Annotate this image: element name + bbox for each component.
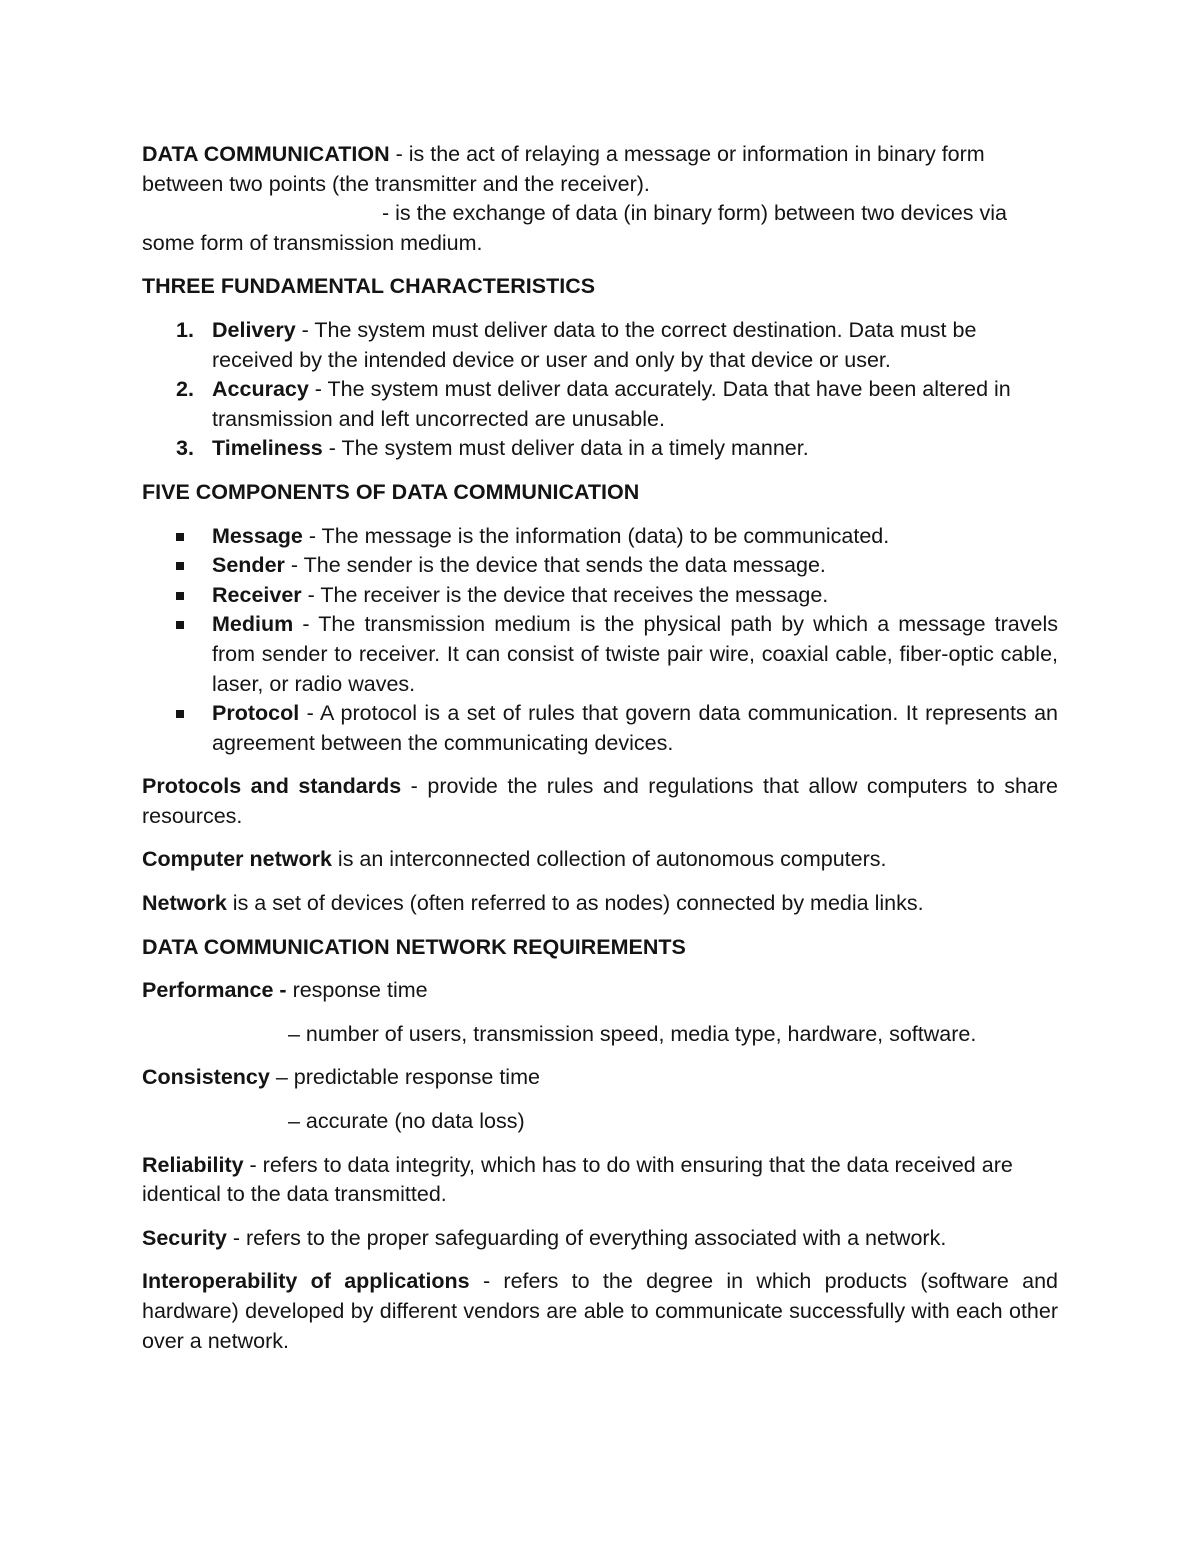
intro-def1: - is the act of relaying a message or information in binary form between two points (the transmitter and the receiver). (142, 142, 985, 196)
square-bullet-icon (176, 592, 184, 600)
performance-continuation: – number of users, transmission speed, media type, hardware, software. (288, 1021, 977, 1046)
list-item (142, 551, 1058, 581)
performance-requirement (142, 976, 1058, 1006)
item-term: Protocol (212, 701, 300, 726)
item-text: - The sender is the device that sends the data message. (284, 553, 826, 578)
list-item (142, 316, 1058, 375)
item-text: - The transmission medium is the physical path by which a message travels from sender to receiver. It can consist of twiste pair wire, coaxial cable, fiber-optic cable, laser, or radio waves. (212, 612, 1058, 696)
item-number: 3. (176, 436, 194, 461)
item-text: - The system must deliver data to the correct destination. Data must be received by the intended device or user and only by that device or user. (212, 317, 977, 372)
security-requirement (142, 1224, 1058, 1254)
item-term: Timeliness (212, 436, 323, 461)
list-item (142, 375, 1058, 434)
intro-def2-first: - is the exchange of data (in binary form) between two devices via (382, 201, 1008, 226)
item-text: - The system must deliver data in a timely manner. (322, 436, 809, 461)
requirement-term: Security (142, 1225, 227, 1250)
item-text: - The message is the information (data) to be communicated. (302, 523, 890, 548)
list-item (142, 699, 1058, 758)
item-text: - The system must deliver data accurately. Data that have been altered in transmission and left uncorrected are unusable. (212, 377, 1011, 431)
intro-line-1 (142, 140, 1058, 199)
requirements-heading: DATA COMMUNICATION NETWORK REQUIREMENTS (142, 934, 686, 959)
item-number: 2. (176, 377, 194, 402)
requirement-text: - refers to the proper safeguarding of everything associated with a network. (226, 1225, 947, 1250)
item-term: Message (212, 523, 303, 548)
definition-term: Network (142, 891, 227, 916)
definition-term: Protocols and standards (142, 774, 402, 799)
consistency-requirement (142, 1063, 1058, 1093)
characteristics-heading: THREE FUNDAMENTAL CHARACTERISTICS (142, 274, 596, 299)
intro-definition (142, 140, 1058, 258)
consistency-continuation: – accurate (no data loss) (288, 1109, 525, 1134)
definition-text: - provide the rules and regulations that allow computers to share resources. (142, 774, 1058, 828)
item-term: Accuracy (212, 377, 309, 402)
item-number: 1. (176, 317, 194, 342)
item-term: Medium (212, 612, 294, 637)
item-term: Sender (212, 553, 285, 578)
interoperability-requirement (142, 1267, 1058, 1356)
requirement-term: Reliability (142, 1152, 244, 1177)
components-list (142, 522, 1058, 759)
requirement-term: Performance - (142, 978, 287, 1003)
definition-text: is a set of devices (often referred to as nodes) connected by media links. (226, 891, 924, 916)
requirement-term: Consistency (142, 1065, 270, 1090)
definition-text: is an interconnected collection of autonomous computers. (331, 847, 887, 872)
intro-term: DATA COMMUNICATION (142, 142, 390, 166)
item-text: - The receiver is the device that receives the message. (301, 582, 829, 607)
item-text: - A protocol is a set of rules that govern data communication. It represents an agreement between the communicating devices. (212, 701, 1058, 755)
list-item (142, 610, 1058, 699)
requirement-term: Interoperability of applications (142, 1269, 470, 1294)
item-term: Receiver (212, 582, 302, 607)
intro-def2-rest: some form of transmission medium. (142, 230, 483, 255)
definition-term: Computer network (142, 847, 332, 872)
list-item (142, 581, 1058, 611)
requirement-text: - refers to the degree in which products (software and hardware) developed by different vendors are able to communicate successfully with each other over a network. (142, 1269, 1058, 1353)
requirement-text: - refers to data integrity, which has to do with ensuring that the data received are identical to the data transmitted. (142, 1152, 1013, 1207)
square-bullet-icon (176, 710, 184, 718)
computer-network-definition (142, 845, 1058, 875)
list-item (142, 522, 1058, 552)
item-term: Delivery (212, 317, 296, 342)
square-bullet-icon (176, 621, 184, 629)
requirement-text: – predictable response time (269, 1065, 540, 1090)
square-bullet-icon (176, 533, 184, 541)
reliability-requirement (142, 1151, 1058, 1210)
list-item (142, 434, 1058, 464)
characteristics-list (142, 316, 1058, 464)
requirement-text: response time (286, 978, 428, 1003)
square-bullet-icon (176, 562, 184, 570)
network-definition (142, 889, 1058, 919)
protocols-definition (142, 772, 1058, 831)
components-heading: FIVE COMPONENTS OF DATA COMMUNICATION (142, 479, 640, 504)
